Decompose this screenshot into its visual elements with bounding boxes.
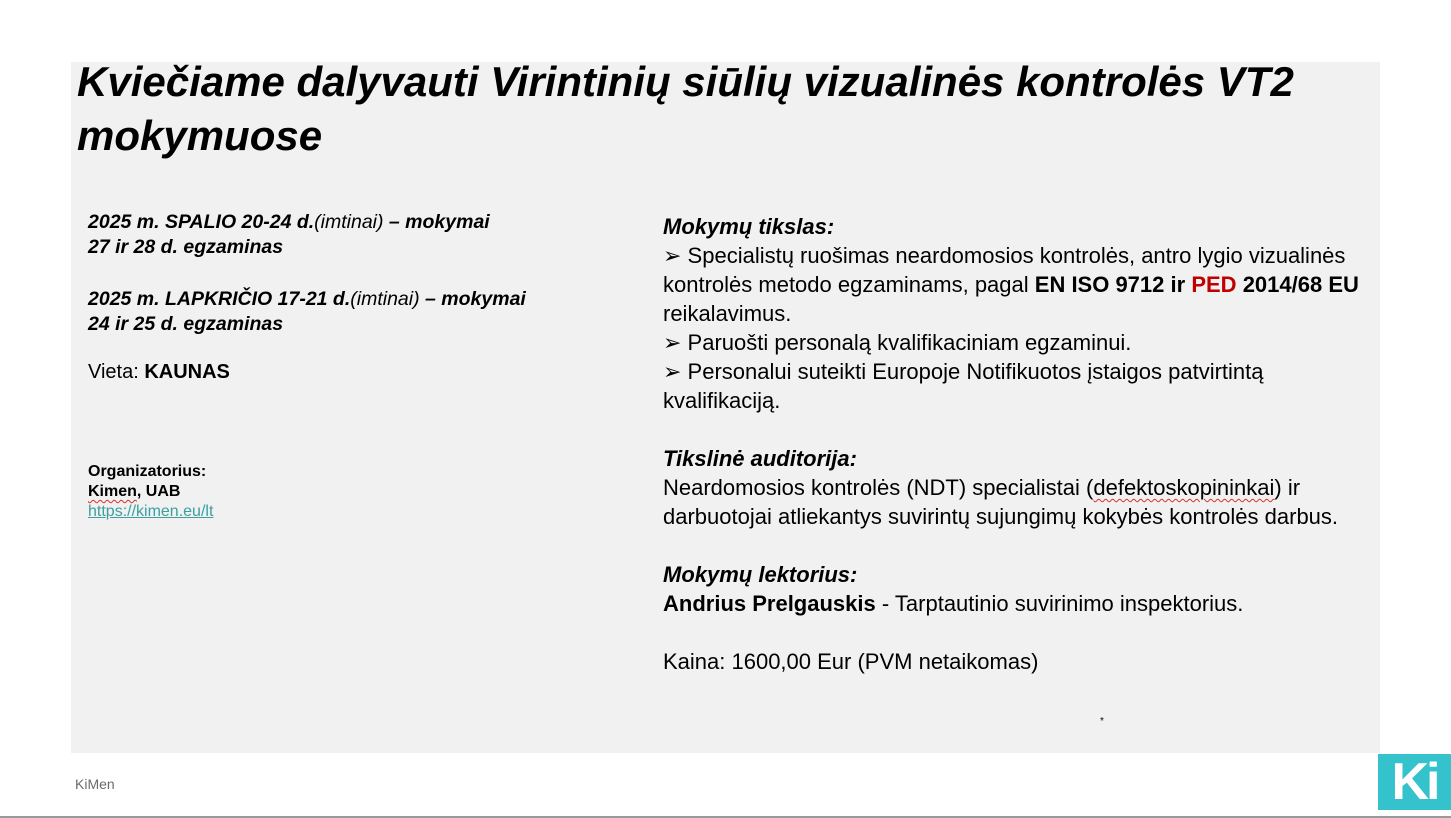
- lecturer-name: Andrius Prelgauskis: [663, 591, 876, 616]
- audience-pre: Neardomosios kontrolės (NDT) specialistai (: [663, 475, 1094, 500]
- goal-item-2: ➢ Paruošti personalą kvalifikaciniam egzaminui.: [663, 330, 1132, 355]
- session-1: [88, 210, 628, 260]
- audience-word: defektoskopininkai: [1093, 475, 1275, 500]
- kimen-logo: Ki: [1378, 754, 1451, 810]
- goal-item-1-text: ➢ Specialistų ruošimas neardomosios kontrolės, antro lygio vizualinės kontrolės metodo egzaminams, pagal: [663, 243, 1346, 297]
- goal-item-1: [663, 241, 1363, 328]
- goal-item-1-end: reikalavimus.: [663, 301, 792, 326]
- venue-value: KAUNAS: [144, 361, 230, 383]
- lecturer-line: [663, 589, 1363, 618]
- audience-heading: Tikslinė auditorija:: [663, 446, 857, 471]
- session-1-kind: – mokymai: [383, 211, 490, 233]
- venue: [88, 360, 628, 385]
- audience-text: [663, 473, 1363, 531]
- organizer-label: Organizatorius:: [88, 463, 207, 480]
- session-1-exam: 27 ir 28 d. egzaminas: [88, 236, 284, 258]
- organizer-name: Kimen: [88, 483, 137, 500]
- audience-post: ) ir darbuotojai atliekantys suvirintų sujungimų kokybės kontrolės darbus.: [663, 475, 1339, 529]
- footer-brand: KiMen: [75, 776, 115, 792]
- session-1-note: (imtinai): [314, 211, 384, 233]
- session-1-date: 2025 m. SPALIO 20-24 d.: [88, 211, 315, 233]
- goal-item-3: ➢ Personalui suteikti Europoje Notifikuotos įstaigos patvirtintą kvalifikaciją.: [663, 359, 1264, 413]
- organizer: [88, 462, 628, 522]
- session-2-date: 2025 m. LAPKRIČIO 17-21 d.: [88, 288, 351, 310]
- organizer-suffix: , UAB: [136, 483, 181, 500]
- session-2-kind: – mokymai: [419, 288, 526, 310]
- goal-standard: EN ISO 9712 ir: [1034, 272, 1186, 297]
- organizer-link[interactable]: https://kimen.eu/lt: [88, 503, 214, 520]
- lecturer-role: - Tarptautinio suvirinimo inspektorius.: [875, 591, 1244, 616]
- session-2: [88, 287, 628, 337]
- goals-heading: Mokymų tikslas:: [663, 214, 835, 239]
- stray-mark: *: [1100, 716, 1104, 727]
- lecturer-heading: Mokymų lektorius:: [663, 562, 858, 587]
- price: Kaina: 1600,00 Eur (PVM netaikomas): [663, 649, 1039, 674]
- venue-label: Vieta:: [88, 361, 145, 383]
- goal-ped: PED: [1191, 272, 1237, 297]
- page-title: Kviečiame dalyvauti Virintinių siūlių vizualinės kontrolės VT2 mokymuose: [77, 58, 1294, 159]
- session-2-note: (imtinai): [350, 288, 420, 310]
- session-2-exam: 24 ir 25 d. egzaminas: [88, 313, 284, 335]
- info-column: [663, 212, 1363, 676]
- organizer-name-line: [88, 482, 628, 502]
- goal-directive: 2014/68 EU: [1242, 272, 1359, 297]
